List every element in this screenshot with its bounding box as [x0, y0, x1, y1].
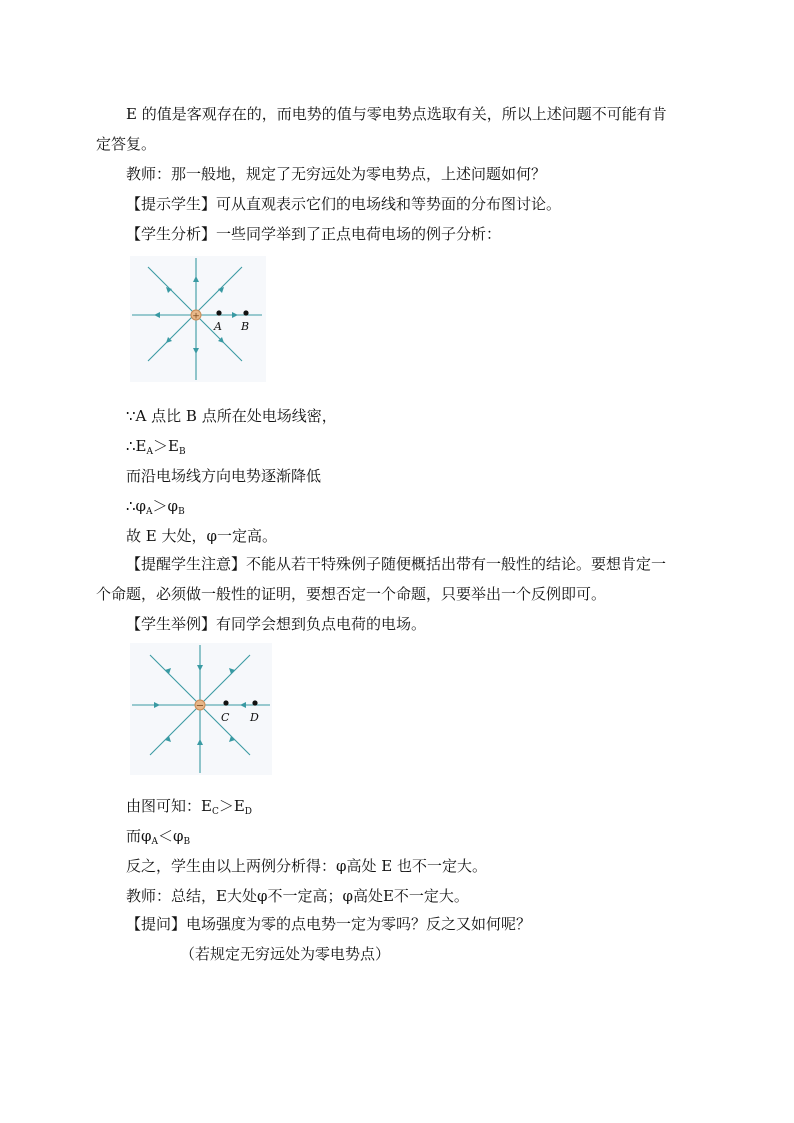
ineq1-sub-a: A	[146, 447, 153, 457]
label-c: C	[221, 711, 230, 724]
ineq3-sub-c: C	[211, 807, 219, 817]
label-a: A	[214, 320, 222, 333]
line-p9: 故 E 大处，φ一定高。	[126, 527, 277, 545]
line-p3	[126, 194, 561, 214]
ineq3-pre: 由图可知：E	[126, 797, 212, 815]
ineq2-pre: ∴φ	[126, 497, 147, 515]
tag-reminder: 【提醒学生注意】	[126, 555, 247, 573]
positive-charge-field-figure	[130, 256, 266, 382]
ineq1-pre: ∴E	[126, 437, 147, 455]
line-p13	[126, 826, 190, 852]
tag-hint: 【提示学生】	[126, 195, 217, 213]
ineq2-op: ＞φ	[152, 497, 179, 515]
ineq2-sub-a: A	[146, 507, 153, 517]
tag-question: 【提问】	[126, 915, 187, 933]
line-p2: 教师：那一般地，规定了无穷远处为零电势点，上述问题如何？	[126, 165, 547, 183]
line-p10b: 个命题，必须做一般性的证明，要想否定一个命题，只要举出一个反例即可。	[96, 585, 607, 603]
ineq1-op: ＞E	[153, 437, 179, 455]
ineq4-sub-b: B	[183, 837, 191, 847]
line-p1b: 定答复。	[96, 135, 157, 153]
ineq3-sub-d: D	[244, 807, 253, 817]
ineq3-op: ＞E	[218, 797, 245, 815]
line-p7: 而沿电场线方向电势逐渐降低	[126, 467, 322, 485]
line-p6	[126, 436, 186, 462]
analysis-text: 一些同学举到了正点电荷电场的例子分析：	[216, 225, 502, 243]
line-p8	[126, 496, 185, 522]
line-p16	[126, 914, 531, 934]
line-p10a	[126, 554, 666, 574]
line-p15: 教师：总结，E大处φ不一定高；φ高处E不一定大。	[126, 887, 469, 905]
hint-text: 可从直观表示它们的电场线和等势面的分布图讨论。	[216, 195, 562, 213]
tag-analysis: 【学生分析】	[126, 225, 217, 243]
positive-sign: +	[192, 311, 200, 322]
tag-example: 【学生举例】	[126, 615, 217, 633]
line-p14: 反之，学生由以上两例分析得：φ高处 E 也不一定大。	[126, 857, 487, 875]
label-b: B	[241, 320, 250, 333]
ineq4-sub-a: A	[151, 837, 159, 847]
ineq4-op: ＜φ	[158, 827, 184, 845]
line-p5: ∵A 点比 B 点所在处电场线密，	[126, 407, 337, 425]
negative-sign: −	[195, 700, 205, 712]
line-p1a: E 的值是客观存在的，而电势的值与零电势点选取有关，所以上述问题不可能有肯	[126, 105, 667, 123]
label-d: D	[250, 711, 259, 724]
line-p11	[126, 614, 426, 634]
ineq4-pre: 而φ	[126, 827, 152, 845]
line-p17: （若规定无穷远处为零电势点）	[180, 945, 391, 963]
line-p4	[126, 224, 501, 244]
ineq1-sub-b: B	[178, 447, 186, 457]
line-p12	[126, 796, 252, 822]
negative-charge-field-figure	[130, 643, 272, 775]
example-text: 有同学会想到负点电荷的电场。	[216, 615, 427, 633]
ineq2-sub-b: B	[178, 507, 185, 517]
question-text: 电场强度为零的点电势一定为零吗？反之又如何呢？	[186, 915, 532, 933]
reminder-text: 不能从若干特殊例子随便概括出带有一般性的结论。要想肯定一	[246, 555, 667, 573]
